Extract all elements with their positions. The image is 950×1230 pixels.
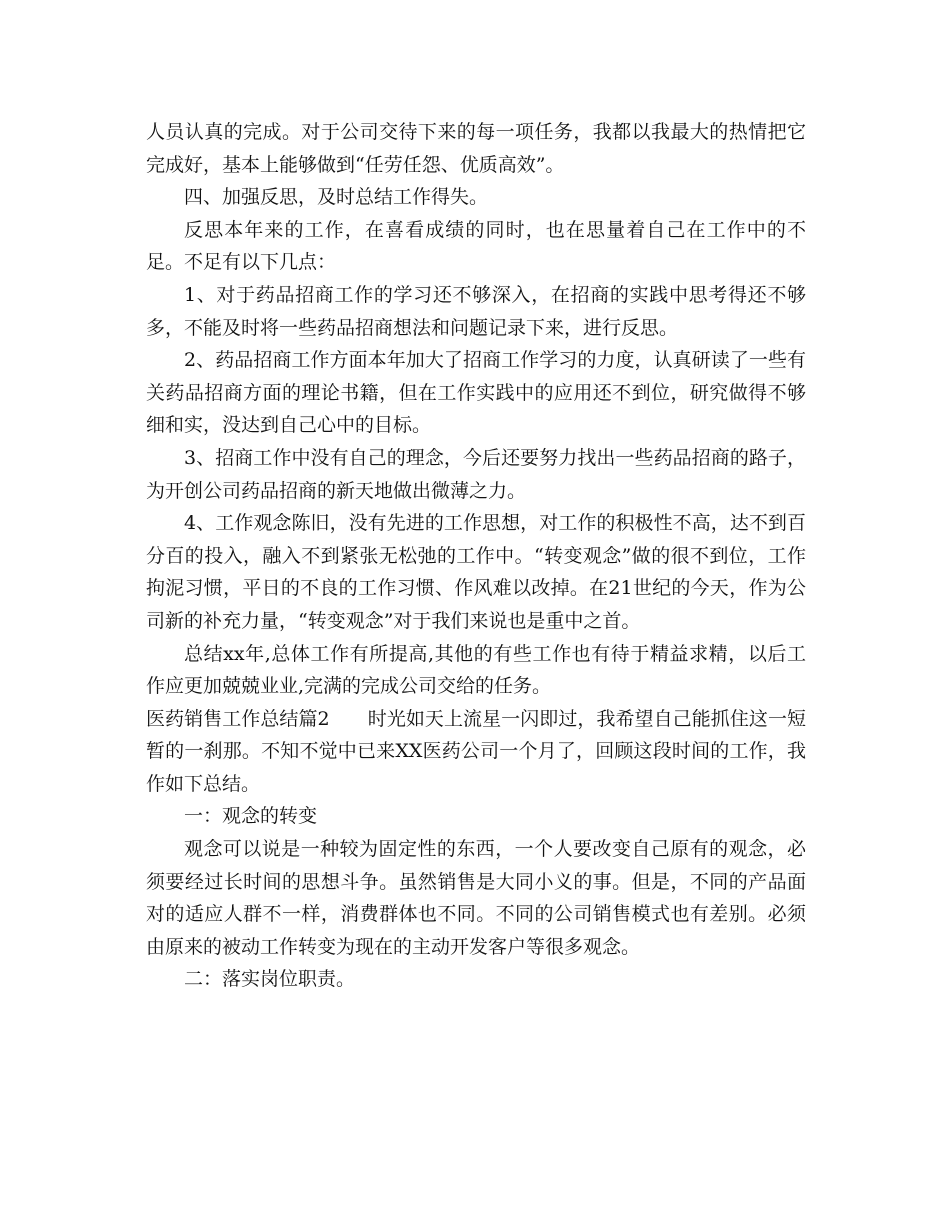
- paragraph-9-section-title: 医药销售工作总结篇2 时光如天上流星一闪即过，我希望自己能抓住这一短暂的一刹那。不知不觉中已来XX医药公司一个月了，回顾这段时间的工作，我作如下总结。: [146, 707, 806, 795]
- paragraph-7-item-4: 4、工作观念陈旧，没有先进的工作思想，对工作的积极性不高，达不到百分百的投入，融入不到紧张无松弛的工作中。“转变观念”做的很不到位，工作拘泥习惯，平日的不良的工作习惯、作风难以改掉。在21世纪的今天，作为公司新的补充力量，“转变观念”对于我们来说也是重中之首。: [146, 512, 806, 632]
- paragraph-6-item-3: 3、招商工作中没有自己的理念，今后还要努力找出一些药品招商的路子，为开创公司药品招商的新天地做出微薄之力。: [146, 446, 806, 502]
- paragraph-3: 反思本年来的工作，在喜看成绩的同时，也在思量着自己在工作中的不足。不足有以下几点：: [146, 218, 806, 274]
- paragraph-1: 人员认真的完成。对于公司交待下来的每一项任务，我都以我最大的热情把它完成好，基本上能够做到“任劳任怨、优质高效”。: [146, 121, 806, 176]
- paragraph-5-item-2: 2、药品招商工作方面本年加大了招商工作学习的力度，认真研读了一些有关药品招商方面的理论书籍，但在工作实践中的应用还不到位，研究做得不够细和实，没达到自己心中的目标。: [146, 349, 806, 437]
- paragraph-2-heading-reflection: 四、加强反思，及时总结工作得失。: [184, 186, 489, 209]
- paragraph-12-heading-duties: 二：落实岗位职责。: [184, 968, 356, 991]
- paragraph-8-summary: 总结xx年,总体工作有所提高,其他的有些工作也有待于精益求精，以后工作应更加兢兢业业,完满的完成公司交给的任务。: [146, 642, 806, 698]
- paragraph-11: 观念可以说是一种较为固定性的东西，一个人要改变自己原有的观念，必须要经过长时间的思想斗争。虽然销售是大同小义的事。但是，不同的产品面对的适应人群不一样，消费群体也不同。不同的公司销售模式也有差别。必须由原来的被动工作转变为现在的主动开发客户等很多观念。: [146, 838, 806, 958]
- paragraph-4-item-1: 1、对于药品招商工作的学习还不够深入，在招商的实践中思考得还不够多，不能及时将一些药品招商想法和问题记录下来，进行反思。: [146, 283, 806, 339]
- document-body: [146, 116, 806, 996]
- paragraph-10-heading-concept: 一：观念的转变: [184, 805, 318, 828]
